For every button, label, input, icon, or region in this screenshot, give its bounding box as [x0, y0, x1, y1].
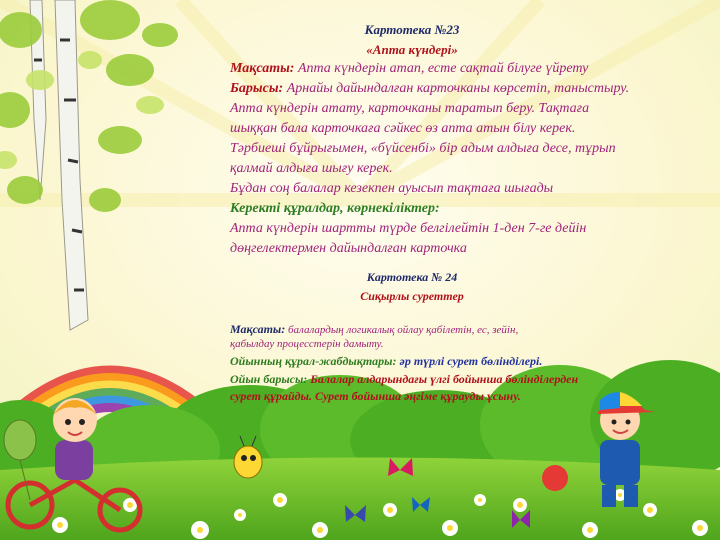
card-24-title: Картотека № 24 [366, 270, 458, 284]
card-23-line: Апта күндерін атату, карточканы таратып беру. Тақтаға [230, 101, 590, 116]
goal-label: Мақсаты: [230, 322, 286, 336]
card-24-subtitle: Сиқырлы суреттер [360, 289, 464, 303]
equipment-text: әр түрлі сурет бөлінділері. [396, 354, 543, 368]
equipment-label: Ойынның құрал-жабдықтары: [230, 354, 397, 368]
goal-label: Мақсаты: [230, 61, 295, 76]
goal-text: қабылдау процесстерін дамыту. [230, 338, 384, 350]
materials-label: Керекті құралдар, көрнекіліктер: [230, 201, 440, 216]
goal-text: Апта күндерін атап, есте сақтай білуге үйрету [294, 61, 589, 76]
goal-text: балалардың логикалық ойлау қабілетін, ес, зейін, [285, 324, 519, 336]
progress-text: Балалар алдарындағы үлгі бойынша бөлінділерден [307, 372, 579, 386]
card-24-goal [230, 322, 518, 337]
progress-label: Барысы: [230, 81, 284, 96]
progress-label: Ойын барысы: [230, 372, 308, 386]
card-23-line: қалмай алдыға шығу керек. [230, 161, 393, 176]
card-23-goal [230, 61, 588, 77]
card-23-line: Бұдан соң балалар кезекпен ауысып тақтаға шығады [230, 181, 554, 196]
card-23-line: Тәрбиеші бұйрығымен, «бүйсенбі» бір адым алдыға десе, тұрып [230, 141, 616, 156]
card-23-progress [230, 81, 629, 97]
progress-text: Арнайы дайындалған карточканы көрсетіп, таныстыру. [283, 81, 630, 96]
red-ball [542, 465, 568, 491]
materials-text: дөңгелектермен дайындалған карточка [230, 241, 467, 256]
card-23-line: шыққан бала карточкаға сәйкес өз апта атын білу керек. [230, 121, 576, 136]
card-24-progress [230, 372, 578, 387]
card-24-equipment [230, 354, 542, 369]
progress-text: сурет құрайды. Сурет бойынша әңгіме құрауды ұсыну. [230, 389, 521, 403]
card-23-subtitle: «Апта күндері» [366, 42, 458, 57]
materials-text: Апта күндерін шартты түрде белгілейтін 1-ден 7-ге дейін [230, 221, 587, 236]
card-23-title: Картотека №23 [364, 22, 460, 37]
